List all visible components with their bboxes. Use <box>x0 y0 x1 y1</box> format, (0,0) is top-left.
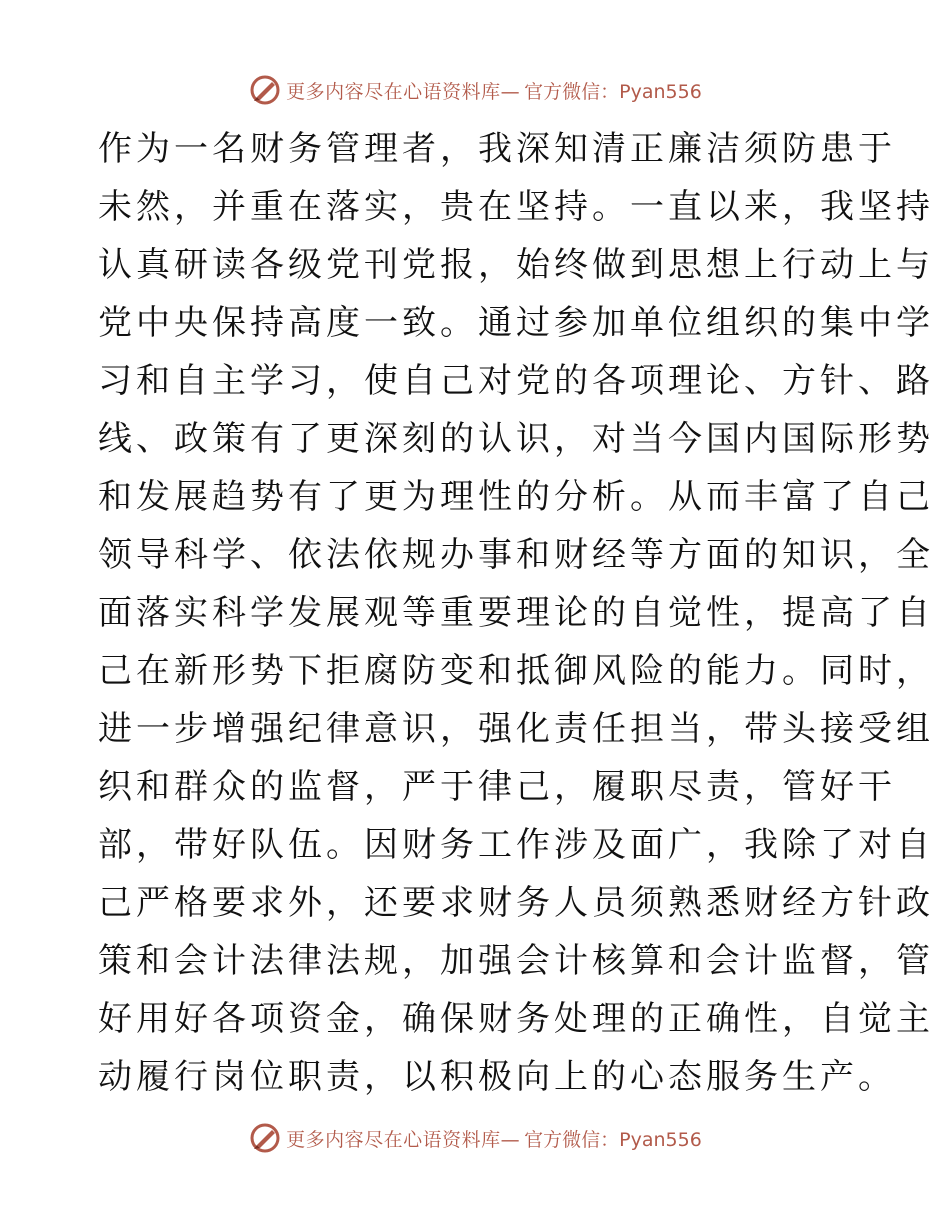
text-line: 面落实科学发展观等重要理论的自觉性，提高了自 <box>98 593 934 633</box>
text-line: 未然，并重在落实，贵在坚持。一直以来，我坚持 <box>98 187 934 227</box>
banner-text: 更多内容尽在心语资料库— <box>286 1128 521 1151</box>
text-line: 进一步增强纪律意识，强化责任担当，带头接受组 <box>98 709 934 749</box>
text-line: 领导科学、依法依规办事和财经等方面的知识，全 <box>98 535 934 575</box>
header-banner <box>0 70 950 110</box>
text-line: 策和会计法律法规，加强会计核算和会计监督，管 <box>98 941 934 981</box>
document-body <box>98 120 934 1106</box>
pen-circle-logo-icon <box>248 73 282 107</box>
text-line: 己严格要求外，还要求财务人员须熟悉财经方针政 <box>98 883 934 923</box>
pen-circle-logo-icon <box>248 1121 282 1155</box>
footer-banner <box>0 1118 950 1158</box>
banner-text: 更多内容尽在心语资料库— <box>286 80 521 103</box>
text-line: 和发展趋势有了更为理性的分析。从而丰富了自己 <box>98 477 934 517</box>
text-line: 线、政策有了更深刻的认识，对当今国内国际形势 <box>98 419 934 459</box>
text-line: 织和群众的监督，严于律己，履职尽责，管好干 <box>98 767 896 807</box>
banner-wechat: 官方微信：Pyan556 <box>524 80 702 103</box>
text-line: 认真研读各级党刊党报，始终做到思想上行动上与 <box>98 245 934 285</box>
text-line: 作为一名财务管理者，我深知清正廉洁须防患于 <box>98 129 896 169</box>
text-line: 动履行岗位职责，以积极向上的心态服务生产。 <box>98 1057 896 1097</box>
text-line: 己在新形势下拒腐防变和抵御风险的能力。同时， <box>98 651 934 691</box>
banner-wechat: 官方微信：Pyan556 <box>524 1128 702 1151</box>
text-line: 部，带好队伍。因财务工作涉及面广，我除了对自 <box>98 825 934 865</box>
text-line: 好用好各项资金，确保财务处理的正确性，自觉主 <box>98 999 934 1039</box>
text-line: 党中央保持高度一致。通过参加单位组织的集中学 <box>98 303 934 343</box>
text-line: 习和自主学习，使自己对党的各项理论、方针、路 <box>98 361 934 401</box>
